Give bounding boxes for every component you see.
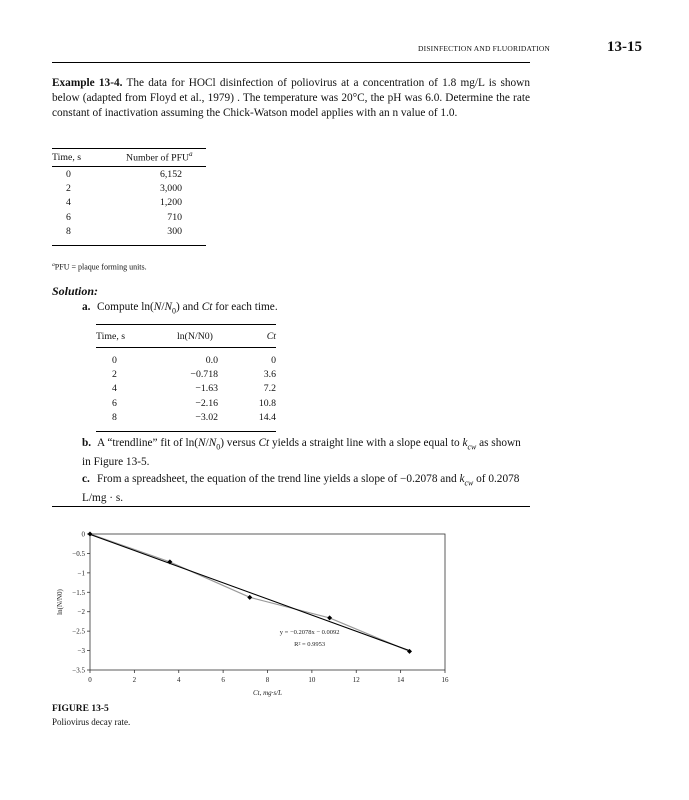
- y-tick-label: −0.5: [72, 549, 85, 558]
- page-number: 13-15: [607, 39, 642, 55]
- x-tick-label: 2: [132, 676, 137, 684]
- table2-cell: −3.02: [158, 411, 232, 432]
- table1-cell: 2: [66, 183, 71, 195]
- table1-cell: 3,000: [159, 183, 182, 195]
- table1-cell: 0: [66, 168, 71, 180]
- poliovirus-decay-chart: [50, 520, 470, 702]
- table1-cell: 710: [167, 211, 182, 223]
- pfu-table: [52, 148, 206, 246]
- table2-cell: 10.8: [258, 397, 276, 409]
- table2-cell: 0: [112, 354, 117, 366]
- r-squared: R² = 0.9953: [294, 641, 326, 649]
- y-tick-label: −3.5: [72, 666, 85, 675]
- table2-cell: 0: [271, 354, 276, 366]
- table1-cell: 6,152: [159, 168, 182, 180]
- table2-cell: 14.4: [232, 411, 276, 432]
- trend-equation: y = −0.2078x − 0.0092: [279, 629, 340, 637]
- figure-label: FIGURE 13-5: [52, 704, 109, 714]
- table1-cell: 300: [126, 225, 206, 246]
- table1-cell: 4: [66, 197, 71, 209]
- x-tick-label: 16: [441, 676, 449, 684]
- ct-table: [96, 324, 276, 432]
- solution-end-rule: [52, 506, 530, 507]
- solution-item-b: b. A “trendline” fit of $\ln(N/N_0)$ versus Ct yields a straight line with a slope equal to $k_{cw}$ as shown in Figure 13-5.: [82, 437, 521, 469]
- table2-cell: 4: [112, 383, 117, 395]
- y-tick-label: −1: [77, 569, 85, 578]
- x-axis-label: Ct, mg·s/L: [253, 689, 282, 697]
- example-paragraph: [52, 76, 530, 120]
- y-tick-label: 0: [81, 530, 85, 539]
- figure-caption: Poliovirus decay rate.: [52, 717, 131, 727]
- x-tick-label: 6: [221, 676, 225, 684]
- trendline: [90, 534, 410, 650]
- table1-cell: 1,200: [159, 197, 182, 209]
- table2-cell: −1.63: [195, 383, 218, 395]
- table2-cell: 8: [96, 411, 158, 432]
- y-tick-label: −3: [77, 647, 85, 656]
- table1-cell: 8: [52, 225, 126, 246]
- y-tick-label: −2.5: [72, 627, 85, 636]
- table1-footnote: $^a$PFU = plaque forming units.: [52, 262, 147, 272]
- data-point: [88, 532, 93, 537]
- table2-header-ln: ln(N/N0): [158, 325, 232, 348]
- x-tick-label: 12: [352, 676, 360, 684]
- table2-cell: −0.718: [190, 369, 218, 381]
- y-tick-label: −1.5: [72, 588, 85, 597]
- solution-item-a: a. Compute $\ln(N/N_0)$ and Ct for each time.: [82, 301, 278, 316]
- table2-cell: 0.0: [205, 354, 218, 366]
- item-a-label: a.: [82, 301, 91, 313]
- item-c-label: c.: [82, 473, 90, 485]
- y-tick-label: −2: [77, 608, 85, 617]
- table1-header-sup: a: [189, 151, 193, 159]
- table2-cell: 6: [112, 397, 117, 409]
- header-rule: [52, 62, 530, 63]
- solution-heading: Solution:: [52, 284, 99, 298]
- solution-item-c: c. From a spreadsheet, the equation of the trend line yields a slope of −0.2078 and $k_{cw}$ of 0.2078 L/mg · s.: [82, 473, 520, 505]
- table2-cell: −2.16: [195, 397, 218, 409]
- table2-header-time: Time, s: [96, 325, 158, 348]
- example-label: Example 13-4.: [52, 77, 123, 89]
- table2-cell: 3.6: [263, 369, 276, 381]
- data-point: [247, 595, 252, 600]
- table1-header-pfu: Number of PFU$^a$: [126, 149, 206, 167]
- data-point: [327, 615, 332, 620]
- x-tick-label: 0: [88, 676, 92, 684]
- footnote-sup: a: [52, 262, 55, 268]
- example-text: The data for HOCl disinfection of poliovirus at a concentration of 1.8 mg/L is shown below (adapted from Floyd et al., 1979) . The temperature was 20°C, the pH was 6.0. Determine the rate constant of inactivation assuming the Chick-Watson model applies with an n value of 1.0.: [52, 77, 530, 119]
- table1-cell: 6: [66, 211, 71, 223]
- x-tick-label: 4: [177, 676, 181, 684]
- table2-cell: 7.2: [263, 383, 276, 395]
- running-title: DISINFECTION AND FLUORIDATION: [418, 44, 551, 53]
- table2-header-ct: Ct: [232, 325, 276, 348]
- table2-cell: 2: [112, 369, 117, 381]
- x-tick-label: 14: [397, 676, 405, 684]
- x-tick-label: 8: [265, 676, 270, 684]
- table1-header-time: Time, s: [52, 149, 126, 167]
- item-b-label: b.: [82, 437, 92, 449]
- y-axis-label: ln(N/N0): [56, 589, 64, 615]
- x-tick-label: 10: [308, 676, 316, 684]
